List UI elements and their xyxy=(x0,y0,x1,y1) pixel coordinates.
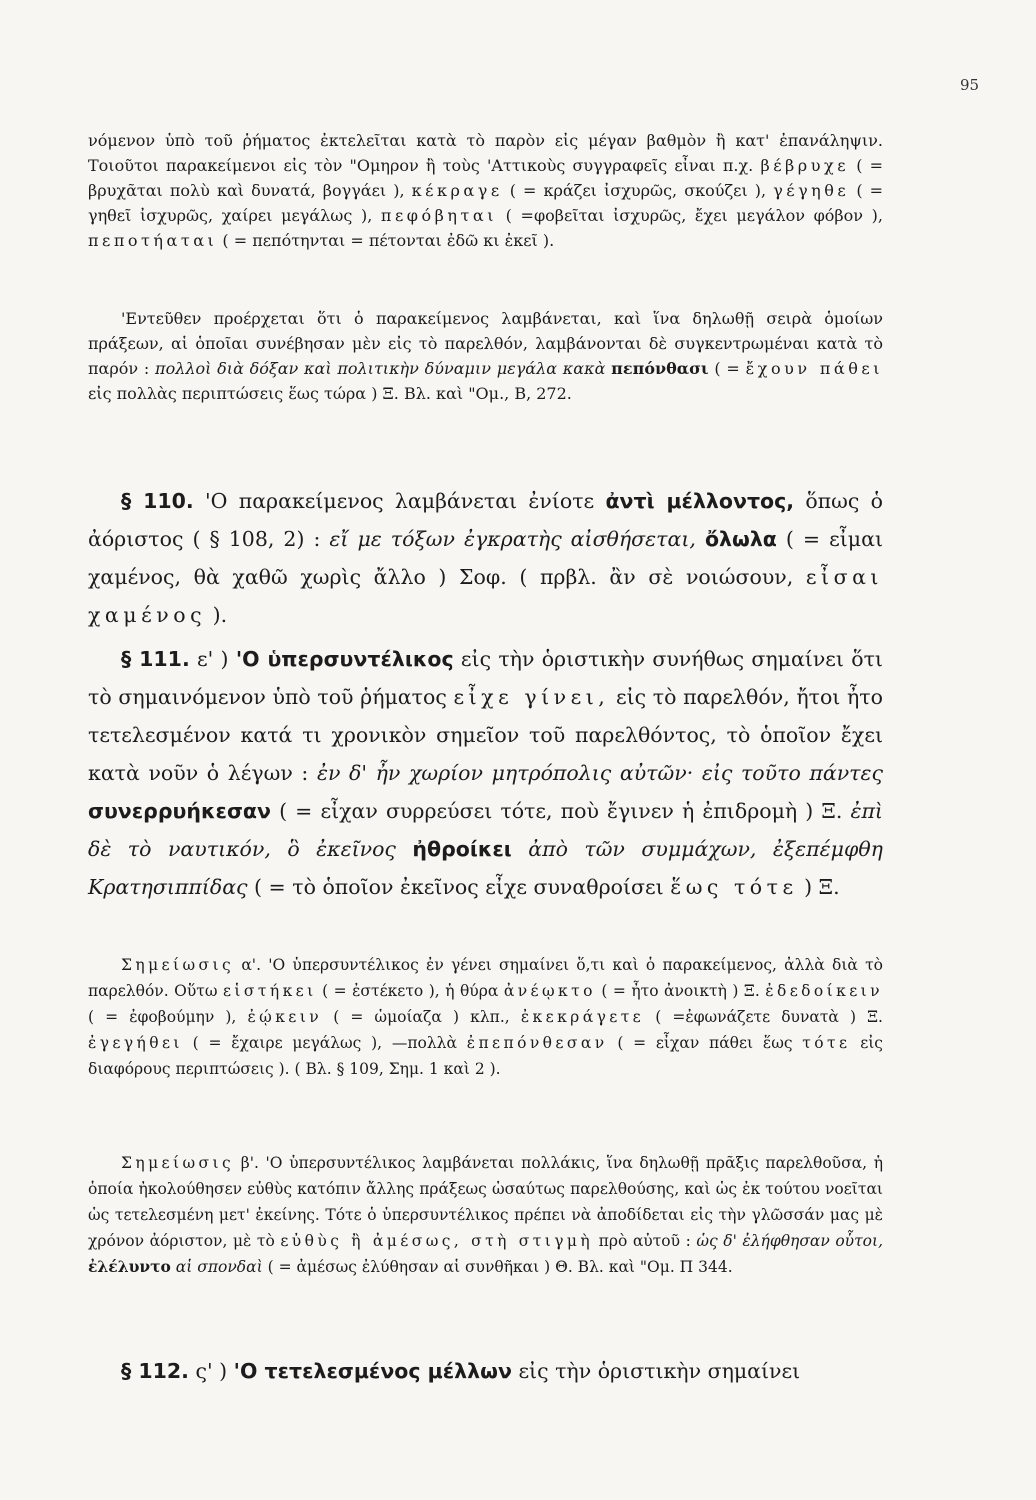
text: ( = κράζει ἰσχυρῶς, σκούζει ), xyxy=(509,181,767,200)
text: ( = βρυχᾶται πολὺ καὶ δυνατά, βογγάει ), xyxy=(88,156,884,200)
text: εἰς τὴν ὁριστικὴν σημαίνει xyxy=(518,1359,801,1383)
paragraph-perfect-series xyxy=(88,306,883,406)
spaced-word: ἐῴκειν xyxy=(247,1008,323,1026)
spaced-word: τότε xyxy=(802,1034,851,1052)
spaced-word: ἔχουν πάθει xyxy=(745,359,884,378)
text: ς' ) xyxy=(195,1359,228,1383)
section-111 xyxy=(88,640,883,906)
italic-quote: ἀπὸ τῶν συμμάχων, ἐξεπέμφθη Κρατησιππίδας xyxy=(88,837,883,899)
text: ). xyxy=(212,603,228,627)
spaced-word: πεποτήαται xyxy=(88,231,218,250)
text: εἰς πολλὰς περιπτώσεις ἕως τώρα ) Ξ. Βλ. καὶ "Ομ., Β, 272. xyxy=(88,384,572,403)
text: εἰς διαφόρους περιπτώσεις ). ( Βλ. § 109, Σημ. 1 καὶ 2 ). xyxy=(88,1034,883,1078)
text: ε' ) xyxy=(197,647,229,671)
bold-term: συνερρυήκεσαν xyxy=(88,799,271,823)
text: ( =φοβεῖται ἰσχυρῶς, ἔχει μεγάλον φόβον ), xyxy=(505,206,883,225)
section-112 xyxy=(88,1352,883,1390)
text: ὅπως ὁ ἀόριστος ( § 108, 2) : xyxy=(88,489,883,551)
spaced-word: ἐγεγήθει xyxy=(88,1034,183,1052)
italic-quote: πολλοὶ διὰ δόξαν καὶ πολιτικὴν δύναμιν μεγάλα κακὰ xyxy=(155,359,606,378)
text: α'. 'Ο ὑπερσυντέλικος ἐν γένει σημαίνει ὅ,τι καὶ ὁ παρακείμενος, ἀλλὰ διὰ τὸ παρελθόν. Οὕτω xyxy=(88,956,883,1000)
spaced-word: εἱστήκει xyxy=(222,982,317,1000)
text: ( = εἶχαν συρρεύσει τότε, ποὺ ἔγινεν ἡ ἐπιδρομὴ ) Ξ. xyxy=(279,799,843,823)
spaced-word: ἀνέῳκτο xyxy=(503,982,596,1000)
italic-quote: ἐν δ' ἦν χωρίον μητρόπολις αὐτῶν· εἰς τοῦτο πάντες xyxy=(316,761,883,785)
spaced-word: γέγηθε xyxy=(773,181,850,200)
text: ( = ἔχαιρε μεγάλως ), —πολλὰ xyxy=(192,1034,457,1052)
bold-term: ἠθροίκει xyxy=(412,837,512,861)
section-number: § 110. xyxy=(121,489,194,513)
text: ( = ἐστέκετο ), ἡ θύρα xyxy=(322,982,499,1000)
section-number: § 112. xyxy=(121,1359,189,1383)
note-label: Σημείωσις xyxy=(121,956,235,974)
text: ( = πεπότηνται = πέτονται ἐδῶ κι ἐκεῖ ). xyxy=(222,231,555,250)
text: εἰς τὴν ὁριστικὴν συνήθως σημαίνει ὅτι τὸ σημαινόμενον ὑπὸ τοῦ ῥήματος xyxy=(88,647,883,709)
text: ( =ἐφωνάζετε δυνατὰ ) Ξ. xyxy=(655,1008,883,1026)
bold-term: ἐλέλυντο xyxy=(88,1257,171,1276)
text: ( = τὸ ὁποῖον ἐκεῖνος εἶχε συναθροίσει xyxy=(254,875,664,899)
text: 'Ο παρακείμενος λαμβάνεται ἐνίοτε xyxy=(205,489,595,513)
italic-quote: ἐπὶ δὲ τὸ ναυτικόν, ὃ ἐκεῖνος xyxy=(88,799,883,861)
text: ( = εἶμαι χαμένος, θὰ χαθῶ χωρὶς ἄλλο ) Σοφ. ( πρβλ. ἂν σὲ νοιώσουν, xyxy=(88,527,883,589)
spaced-word: ἐπεπόνθεσαν xyxy=(466,1034,608,1052)
spaced-word: ἐκεκράγετε xyxy=(520,1008,645,1026)
text: ( = γηθεῖ ἰσχυρῶς, χαίρει μεγάλως ), xyxy=(88,181,884,225)
section-heading: 'Ο τετελεσμένος μέλλων xyxy=(233,1359,512,1383)
section-heading: 'Ο ὑπερσυντέλικος xyxy=(235,647,454,671)
text: ) Ξ. xyxy=(804,875,840,899)
spaced-word: βέβρυχε xyxy=(760,156,849,175)
note-b xyxy=(88,1150,883,1280)
spaced-word: πεφόβηται xyxy=(380,206,498,225)
text: β'. 'Ο ὑπερσυντέλικος λαμβάνεται πολλάκις, ἵνα δηλωθῇ πρᾶξις παρελθοῦσα, ἡ ὁποία ἠκολούθησεν εὐθὺς κατόπιν ἄλλης πράξεως ὡσαύτως παρελθούσης, καὶ ὡς ἐκ τούτου νοεῖται ὡς τετελεσμένη μετ' ἐκείνης. Τότε ὁ ὑπερσυντέλικος πρέπει νὰ ἀποδίδεται εἰς τὴν γλῶσσάν μας μὲ χρόνον ἀόριστον, μὲ τὸ xyxy=(88,1154,883,1250)
italic-quote: ὡς δ' ἐλήφθησαν οὗτοι, xyxy=(696,1232,884,1250)
text: εἰς τὸ παρελθόν, ἤτοι ἦτο τετελεσμένον κατά τι χρονικὸν σημεῖον τοῦ παρελθόντος, τὸ ὁποῖον ἔχει κατὰ νοῦν ὁ λέγων : xyxy=(88,685,883,785)
spaced-word: ἕως τότε xyxy=(670,875,798,899)
bold-term: ἀντὶ μέλλοντος, xyxy=(605,489,795,513)
paragraph-perfect-intensive xyxy=(88,128,883,253)
text: ( = ἦτο ἀνοικτὴ ) Ξ. xyxy=(601,982,760,1000)
section-number: § 111. xyxy=(121,647,190,671)
bold-term: πεπόνθασι xyxy=(611,359,709,378)
text: ( = ἐφοβούμην ), xyxy=(88,1008,237,1026)
text: ( = xyxy=(714,359,740,378)
text: νόμενον ὑπὸ τοῦ ῥήματος ἐκτελεῖται κατὰ τὸ παρὸν εἰς μέγαν βαθμὸν ἢ κατ' ἐπανάληψιν. Τοιοῦτοι παρακείμενοι εἰς τὸν "Ομηρον ἢ τοὺς 'Αττικοὺς συγγραφεῖς εἶναι π.χ. xyxy=(88,131,883,175)
spaced-word: εἶσαι χαμένος xyxy=(88,565,883,627)
bold-term: ὄλωλα xyxy=(704,527,777,551)
spaced-word: ἐδεδοίκειν xyxy=(765,982,883,1000)
text: ( = ἀμέσως ἐλύθησαν αἱ συνθῆκαι ) Θ. Βλ. καὶ "Ομ. Π 344. xyxy=(267,1258,733,1276)
page-number: 95 xyxy=(960,76,980,94)
spaced-word: εὐθὺς ἢ ἀμέσως, στὴ στιγμὴ xyxy=(280,1232,594,1250)
spaced-word: κέκραγε xyxy=(411,181,503,200)
text: ( = εἶχαν πάθει ἕως xyxy=(617,1034,793,1052)
note-label: Σημείωσις xyxy=(121,1154,235,1172)
section-110 xyxy=(88,482,883,634)
text: ( = ὡμοίαζα ) κλπ., xyxy=(333,1008,510,1026)
text: 'Εντεῦθεν προέρχεται ὅτι ὁ παρακείμενος λαμβάνεται, καὶ ἵνα δηλωθῇ σειρὰ ὁμοίων πράξεων, αἱ ὁποῖαι συνέβησαν μὲν εἰς τὸ παρελθόν, λαμβάνονται δὲ συγκεντρωμέναι κατὰ τὸ παρόν : xyxy=(88,309,883,378)
note-a xyxy=(88,952,883,1082)
italic-quote: αἱ σπονδαὶ xyxy=(175,1258,263,1276)
text: πρὸ αὐτοῦ : xyxy=(598,1232,691,1250)
italic-quote: εἴ με τόξων ἐγκρατὴς αἰσθήσεται, xyxy=(329,527,696,551)
spaced-word: εἶχε γίνει, xyxy=(453,685,610,709)
